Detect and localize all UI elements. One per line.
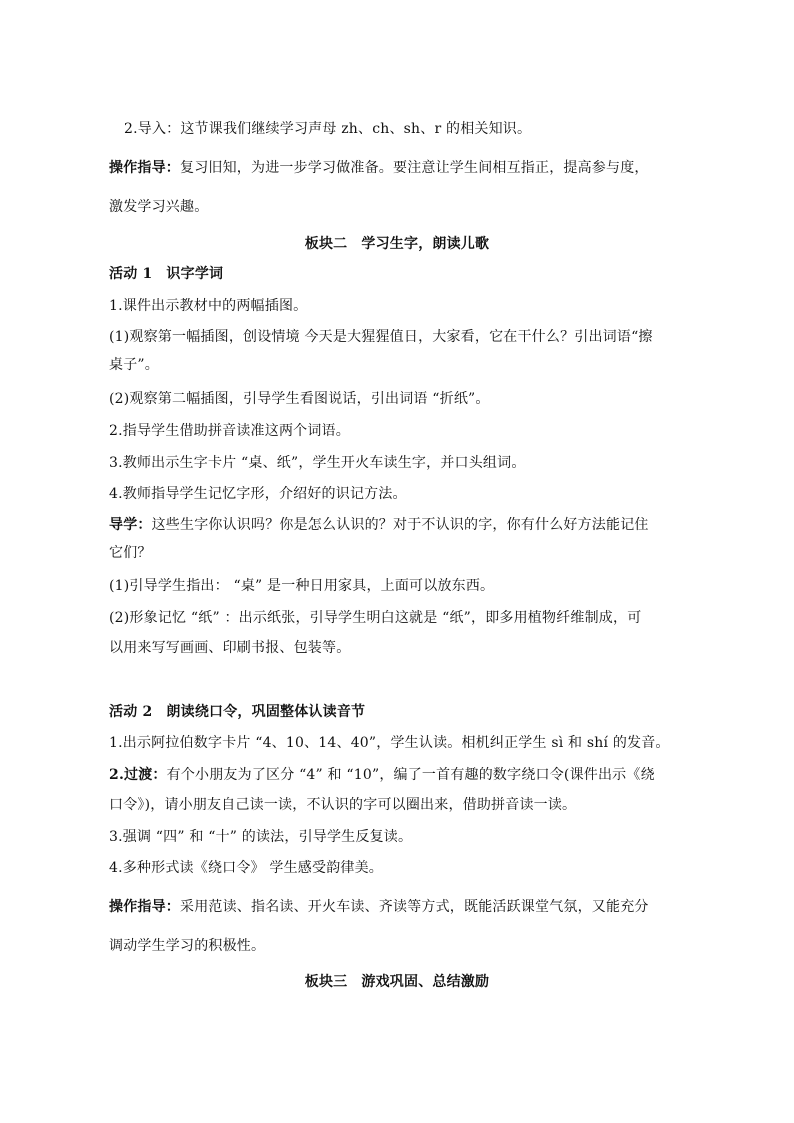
list-item: 2.指导学生借助拼音读准这两个词语。 [109,423,350,439]
list-item: 4.多种形式读《绕口令》 学生感受韵律美。 [109,860,384,876]
intro-text: 这节课我们继续学习声母 zh、ch、sh、r 的相关知识。 [180,121,532,137]
list-item: 3.教师出示生字卡片 “桌、纸”，学生开火车读生字，并口头组词。 [109,455,526,471]
list-item: 以用来写写画画、印刷书报、包装等。 [109,640,351,656]
list-item: 1.出示阿拉伯数字卡片 “4、10、14、40”，学生认读。相机纠正学生 sì 和 shí 的发音。 [109,735,670,751]
guidance-label-1: 操作指导： [109,160,180,176]
guide-paragraph-line-1 [109,515,649,535]
activity-1-heading [109,264,223,284]
transition-paragraph-line-2 [109,795,576,815]
guidance-text-2b: 调动学生学习的积极性。 [109,938,266,954]
list-item: 4.教师指导学生记忆字形，介绍好的识记方法。 [109,486,407,502]
list-item: (2)观察第二幅插图，引导学生看图说话，引出词语 “折纸”。 [109,391,490,407]
guidance-text-1b: 激发学习兴趣。 [109,199,209,215]
list-item: (1)引导学生指出： “桌” 是一种日用家具，上面可以放东西。 [109,578,495,594]
guide-label: 导学： [109,517,152,533]
section-heading-3 [0,972,794,992]
intro-label: 2.导入： [124,121,181,137]
guide-text-b: 它们？ [109,545,152,561]
intro-paragraph [124,119,531,139]
list-item: 3.强调 “四” 和 “十” 的读法，引导学生反复读。 [109,829,413,845]
guidance-paragraph-2-line-1 [109,897,649,917]
activity-2-title: 朗读绕口令，巩固整体认读音节 [166,704,366,720]
section-2-title: 学习生字，朗读儿歌 [361,236,490,252]
activity-2-label: 活动 2 [109,704,153,720]
guide-text-a: 这些生字你认识吗？你是怎么认识的？对于不认识的字，你有什么好方法能记住 [151,517,649,533]
guidance-text-1a: 复习旧知，为进一步学习做准备。要注意让学生间相互指正，提高参与度， [180,160,649,176]
list-item: 桌子”。 [109,357,159,373]
list-item: 1.课件出示教材中的两幅插图。 [109,298,308,314]
guidance-text-2a: 采用范读、指名读、开火车读、齐读等方式，既能活跃课堂气氛，又能充分 [180,899,649,915]
guide-paragraph-line-2 [109,543,152,563]
activity-1-label: 活动 1 [109,266,153,282]
list-item: (2)形象记忆 “纸” ：出示纸张，引导学生明白这就是 “纸”，即多用植物纤维制成，可 [109,610,642,626]
section-3-block: 板块三 [304,974,348,990]
section-3-title: 游戏巩固、总结激励 [361,974,490,990]
transition-text-b: 口令》)，请小朋友自己读一读，不认识的字可以圈出来，借助拼音读一读。 [109,797,577,813]
transition-paragraph-line-1 [109,765,655,785]
guidance-paragraph-2-line-2 [109,936,265,956]
transition-text-a: 有个小朋友为了区分 “4” 和 “10”，编了一首有趣的数字绕口令(课件出示《绕 [166,767,655,783]
transition-label: 2.过渡： [109,767,167,783]
section-heading-2 [0,234,794,254]
section-2-block: 板块二 [304,236,348,252]
activity-1-title: 识字学词 [166,266,224,282]
guidance-paragraph-1-line-1 [109,158,649,178]
guidance-paragraph-1-line-2 [109,197,208,217]
activity-2-heading [109,702,365,722]
guidance-label-2: 操作指导： [109,899,180,915]
list-item: (1)观察第一幅插图，创设情境 今天是大猩猩值日，大家看，它在干什么？引出词语“擦 [109,329,653,345]
